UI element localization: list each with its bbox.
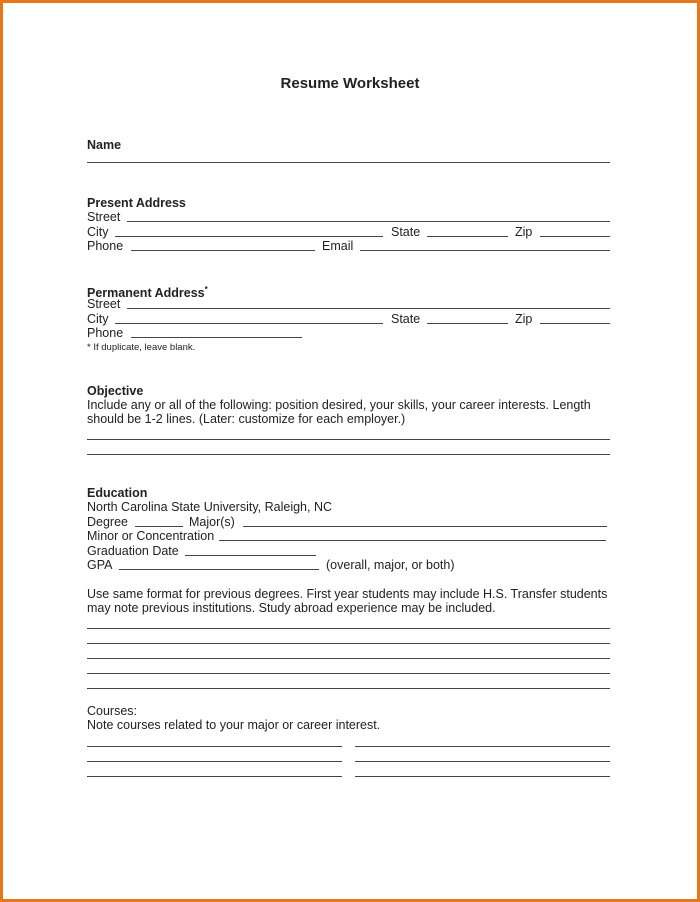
permanent-state-label: State [391, 312, 421, 326]
present-street-field[interactable] [127, 221, 610, 222]
education-format-line2: may note previous institutions. Study abroad experience may be included. [87, 601, 496, 615]
objective-line-1[interactable] [87, 439, 610, 440]
objective-instructions-line1: Include any or all of the following: position desired, your skills, your career interests. Length [87, 398, 591, 412]
objective-line-2[interactable] [87, 454, 610, 455]
majors-field[interactable] [243, 526, 607, 527]
minor-label: Minor or Concentration [87, 529, 215, 543]
previous-degrees-line-1[interactable] [87, 628, 610, 629]
course-line-right-3[interactable] [355, 776, 610, 777]
permanent-zip-label: Zip [515, 312, 533, 326]
present-city-label: City [87, 225, 109, 239]
course-line-left-2[interactable] [87, 761, 342, 762]
present-zip-label: Zip [515, 225, 533, 239]
permanent-city-label: City [87, 312, 109, 326]
graduation-date-field[interactable] [185, 555, 316, 556]
minor-field[interactable] [219, 540, 606, 541]
present-phone-field[interactable] [131, 250, 315, 251]
present-phone-label: Phone [87, 239, 124, 253]
present-street-label: Street [87, 210, 121, 224]
gpa-note: (overall, major, or both) [326, 558, 455, 572]
permanent-phone-field[interactable] [131, 337, 302, 338]
name-field[interactable] [87, 162, 610, 163]
previous-degrees-line-5[interactable] [87, 688, 610, 689]
degree-label: Degree [87, 515, 128, 529]
objective-heading: Objective [87, 384, 144, 398]
course-line-right-1[interactable] [355, 746, 610, 747]
education-format-line1: Use same format for previous degrees. First year students may include H.S. Transfer students [87, 587, 608, 601]
present-city-field[interactable] [115, 236, 383, 237]
present-zip-field[interactable] [540, 236, 610, 237]
previous-degrees-line-2[interactable] [87, 643, 610, 644]
course-line-left-3[interactable] [87, 776, 342, 777]
gpa-field[interactable] [119, 569, 319, 570]
present-state-label: State [391, 225, 421, 239]
previous-degrees-line-3[interactable] [87, 658, 610, 659]
present-state-field[interactable] [427, 236, 508, 237]
permanent-street-field[interactable] [127, 308, 610, 309]
permanent-street-label: Street [87, 297, 121, 311]
course-line-right-2[interactable] [355, 761, 610, 762]
permanent-address-asterisk: * [204, 285, 208, 294]
present-email-field[interactable] [360, 250, 610, 251]
majors-label: Major(s) [189, 515, 235, 529]
objective-instructions-line2: should be 1-2 lines. (Later: customize for each employer.) [87, 412, 406, 426]
permanent-city-field[interactable] [115, 323, 383, 324]
courses-heading: Courses: [87, 704, 138, 718]
name-label: Name [87, 138, 122, 152]
degree-field[interactable] [135, 526, 183, 527]
permanent-state-field[interactable] [427, 323, 508, 324]
present-email-label: Email [322, 239, 354, 253]
course-line-left-1[interactable] [87, 746, 342, 747]
duplicate-note: * If duplicate, leave blank. [87, 342, 196, 353]
school-name: North Carolina State University, Raleigh, NC [87, 500, 333, 514]
permanent-address-heading: Permanent Address* [87, 285, 208, 301]
permanent-phone-label: Phone [87, 326, 124, 340]
page-title: Resume Worksheet [280, 75, 420, 92]
gpa-label: GPA [87, 558, 113, 572]
present-address-heading: Present Address [87, 196, 186, 210]
permanent-zip-field[interactable] [540, 323, 610, 324]
graduation-date-label: Graduation Date [87, 544, 179, 558]
previous-degrees-line-4[interactable] [87, 673, 610, 674]
courses-note: Note courses related to your major or career interest. [87, 718, 381, 732]
education-heading: Education [87, 486, 148, 500]
